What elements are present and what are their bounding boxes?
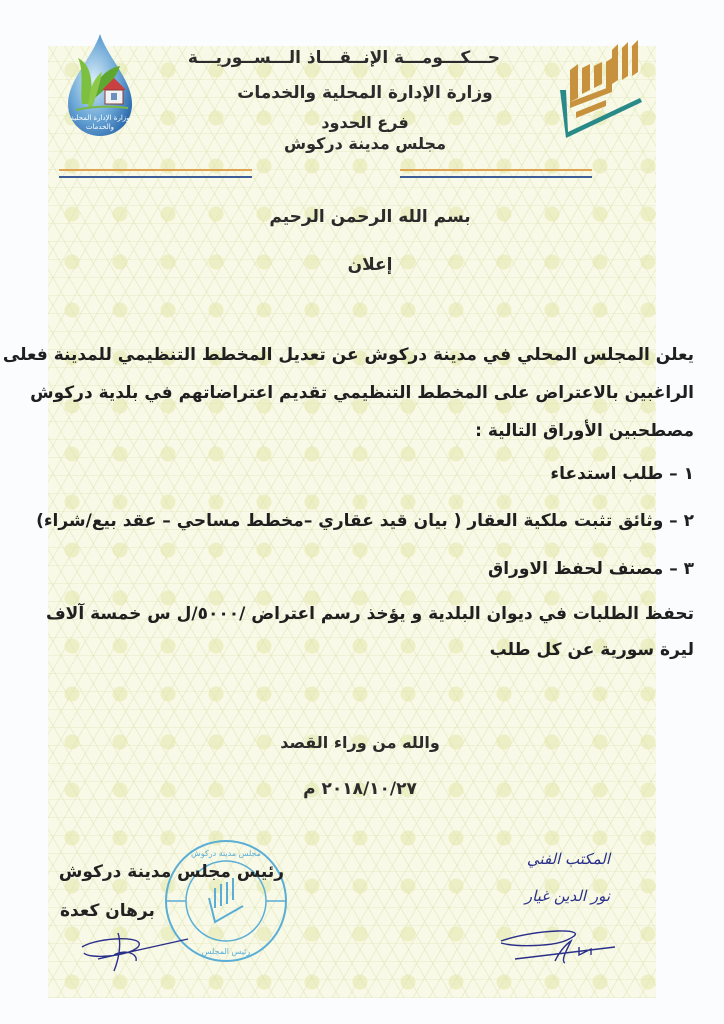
svg-text:والخدمات: والخدمات [85, 123, 115, 131]
technical-office-signature [495, 925, 625, 975]
council-head-title: رئيس مجلس مدينة دركوش [58, 862, 284, 882]
syria-calligraphy-logo-icon [556, 40, 652, 140]
svg-text:مجلس مدينة دركوش: مجلس مدينة دركوش [191, 849, 261, 858]
header-government: حـــكـــومـــة الإنــقـــاذ الـــســوريـــة [187, 48, 500, 68]
announcement-title: إعلان [347, 255, 393, 275]
svg-text:وزارة الإدارة المحلية: وزارة الإدارة المحلية [70, 114, 130, 122]
document-date: ٢٠١٨/١٠/٢٧ م [303, 779, 417, 799]
fee-line-2: ليرة سورية عن كل طلب [489, 640, 694, 660]
paragraph-line-3: مصطحبين الأوراق التالية : [475, 421, 694, 441]
list-item-1: ١ – طلب استدعاء [550, 464, 694, 484]
header-rule-right-orange [400, 169, 592, 171]
council-head-name: برهان كعدة [60, 901, 155, 921]
header-ministry: وزارة الإدارة المحلية والخدمات [237, 83, 493, 103]
technical-office-name: نور الدين غيار [524, 887, 610, 905]
list-item-3: ٣ – مصنف لحفظ الاوراق [488, 559, 694, 579]
council-head-signature [78, 925, 198, 975]
closing-phrase: والله من وراء القصد [280, 733, 440, 752]
water-drop-house-leaf-logo-icon [62, 28, 138, 138]
header-council: مجلس مدينة دركوش [284, 134, 446, 153]
header-rule-right-blue [400, 176, 592, 178]
header-rule-left-orange [59, 169, 252, 171]
paragraph-line-2: الراغبين بالاعتراض على المخطط التنظيمي تقديم اعتراضاتهم في بلدية دركوش [30, 383, 694, 403]
basmala: بسم الله الرحمن الرحيم [269, 207, 471, 227]
technical-office-title: المكتب الفني [526, 850, 610, 868]
header-branch: فرع الحدود [321, 113, 409, 132]
svg-text:رئيس المجلس: رئيس المجلس [201, 947, 251, 956]
header-rule-left-blue [59, 176, 252, 178]
fee-line-1: تحفظ الطلبات في ديوان البلدية و يؤخذ رسم اعتراض /٥٠٠٠/ل س خمسة آلاف [45, 604, 694, 624]
syria-logo [556, 40, 652, 140]
ministry-logo [62, 28, 138, 138]
paragraph-line-1: يعلن المجلس المحلي في مدينة دركوش عن تعديل المخطط التنظيمي للمدينة فعلى [2, 345, 694, 365]
list-item-2: ٢ – وثائق تثبت ملكية العقار ( بيان قيد عقاري –مخطط مساحي – عقد بيع/شراء) [36, 511, 694, 531]
